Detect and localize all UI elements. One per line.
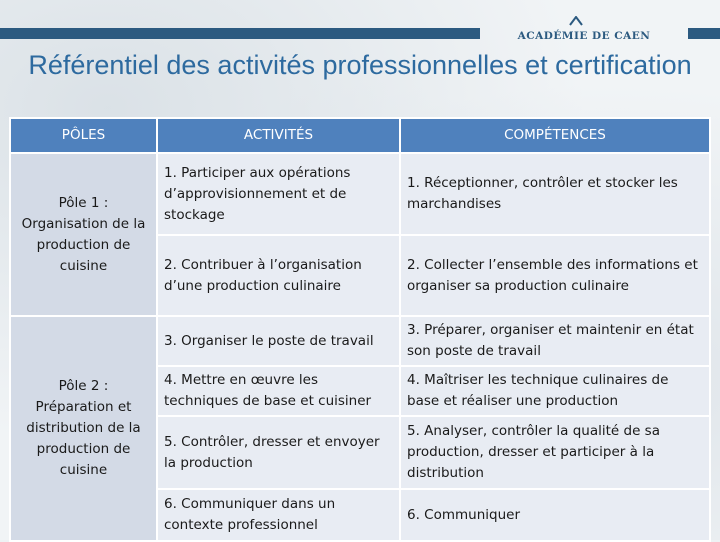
- header-bar-left: [0, 28, 480, 39]
- academy-logo-text: ACADÉMIE DE CAEN: [517, 30, 651, 42]
- pole-1-label: Pôle 1 :: [58, 194, 109, 211]
- pole-2-name: Préparation et distribution de la production de cuisine: [26, 399, 141, 478]
- header-competences: COMPÉTENCES: [400, 118, 710, 153]
- competence-cell: 3. Préparer, organiser et maintenir en état son poste de travail: [400, 316, 710, 366]
- activity-cell: 4. Mettre en œuvre les techniques de base et cuisiner: [157, 366, 400, 416]
- header-poles: PÔLES: [10, 118, 157, 153]
- activity-cell: 2. Contribuer à l’organisation d’une production culinaire: [157, 235, 400, 316]
- page-title: Référentiel des activités professionnelles et certification: [28, 50, 692, 80]
- competence-cell: 5. Analyser, contrôler la qualité de sa production, dresser et participer à la distribution: [400, 416, 710, 489]
- table-row: [10, 316, 710, 366]
- activity-cell: 6. Communiquer dans un contexte professionnel: [157, 489, 400, 541]
- table-row: [10, 153, 710, 235]
- header-activities: ACTIVITÉS: [157, 118, 400, 153]
- competence-cell: 2. Collecter l’ensemble des informations et organiser sa production culinaire: [400, 235, 710, 316]
- table-header-row: [10, 118, 710, 153]
- competence-cell: 6. Communiquer: [400, 489, 710, 541]
- pole-2-cell: [10, 316, 157, 541]
- activity-cell: 3. Organiser le poste de travail: [157, 316, 400, 366]
- pole-1-name: Organisation de la production de cuisine: [21, 215, 146, 274]
- competence-cell: 1. Réceptionner, contrôler et stocker les marchandises: [400, 153, 710, 235]
- pole-1-cell: [10, 153, 157, 316]
- activity-cell: 1. Participer aux opérations d’approvisionnement et de stockage: [157, 153, 400, 235]
- referential-table: [9, 117, 711, 542]
- activity-cell: 5. Contrôler, dresser et envoyer la production: [157, 416, 400, 489]
- competence-cell: 4. Maîtriser les technique culinaires de base et réaliser une production: [400, 366, 710, 416]
- header-bar-right: [688, 28, 720, 39]
- pole-2-label: Pôle 2 :: [58, 378, 109, 394]
